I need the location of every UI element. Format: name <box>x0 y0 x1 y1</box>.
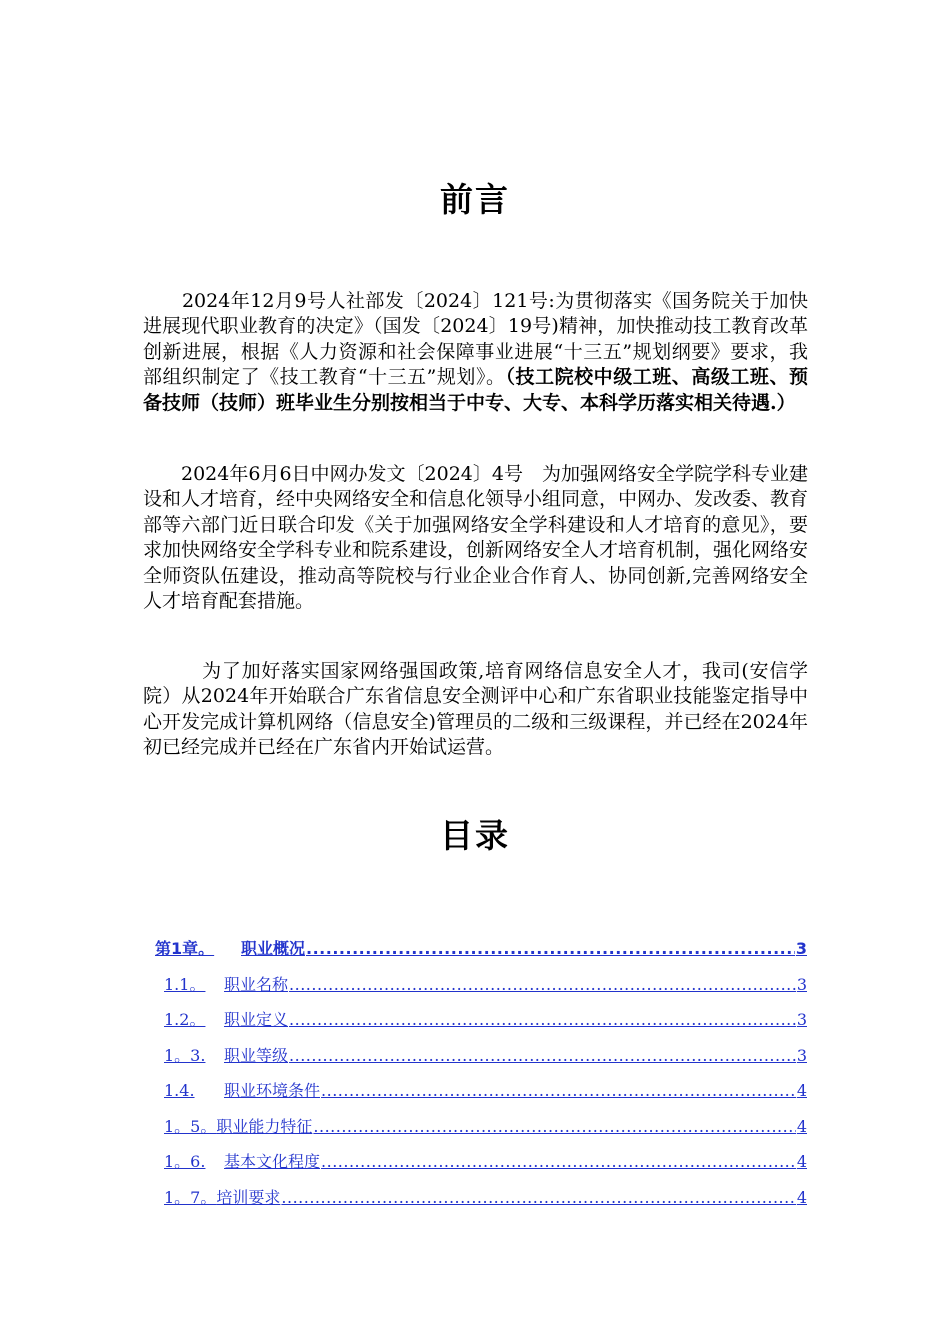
paragraph-1-text: 2024年12月9号人社部发〔2024〕121号:为贯彻落实《国务院关于加快进展现代职业教育的决定》（国发〔2024〕19号)精神，加快推动技工教育改革创新进展，根据《人力资源和社会保障事业进展“十三五”规划纲要》要求，我部组织制定了《技工教育“十三五”规划》。 <box>143 290 808 389</box>
toc-entry-1-6[interactable] <box>155 1151 807 1187</box>
toc-entry-number: 1。3. <box>164 1045 206 1065</box>
toc-entry-1-2[interactable] <box>155 1009 807 1045</box>
toc-entry-page: 3 <box>796 974 807 994</box>
toc-entry-1-3[interactable] <box>155 1045 807 1081</box>
toc-entry-1-1[interactable] <box>155 974 807 1010</box>
toc-entry-title: 职业环境条件 <box>224 1081 321 1100</box>
paragraph-1-bold-text: （技工院校中级工班、高级工班、预备技师（技师）班毕业生分别按相当于中专、大专、本科学历落实相关待遇.） <box>143 366 808 414</box>
toc-entry-1-7[interactable] <box>155 1187 807 1223</box>
preface-paragraph-3 <box>143 659 808 761</box>
toc-leader-dots <box>281 1187 795 1209</box>
toc-entry-number: 第1章。 <box>155 939 215 958</box>
preface-heading: 前言 <box>440 180 510 219</box>
toc-entry-title: 职业能力特征 <box>216 1116 313 1136</box>
toc-entry-title: 职业等级 <box>224 1045 289 1065</box>
toc-leader-dots <box>313 1116 795 1138</box>
toc-heading: 目录 <box>440 816 510 855</box>
toc-entry-number: 1。7。 <box>164 1187 217 1207</box>
toc-entry-number: 1。6. <box>164 1152 206 1171</box>
toc-entry-1-5[interactable] <box>155 1116 807 1152</box>
toc-entry-page: 4 <box>796 1116 807 1136</box>
table-of-contents <box>155 938 807 1222</box>
toc-leader-dots <box>289 1009 796 1031</box>
toc-entry-number: 1.1。 <box>164 974 206 994</box>
preface-paragraph-2 <box>143 462 808 614</box>
preface-paragraph-1 <box>143 289 808 416</box>
toc-leader-dots <box>289 974 796 996</box>
toc-entry-title: 职业名称 <box>224 974 289 994</box>
toc-entry-page: 4 <box>796 1187 807 1207</box>
toc-entry-1-4[interactable] <box>155 1080 807 1116</box>
toc-entry-title: 职业定义 <box>224 1010 289 1029</box>
toc-entry-number: 1。5。 <box>164 1116 217 1136</box>
toc-entry-page: 4 <box>796 1081 807 1100</box>
toc-entry-number: 1.2。 <box>164 1010 206 1029</box>
toc-entry-page: 3 <box>796 1010 807 1029</box>
toc-leader-dots <box>321 1080 796 1102</box>
toc-leader-dots <box>321 1151 796 1173</box>
toc-entry-title: 基本文化程度 <box>224 1152 321 1171</box>
toc-entry-page: 4 <box>796 1152 807 1171</box>
paragraph-3-text: 为了加好落实国家网络强国政策,培育网络信息安全人才，我司(安信学院）从2024年开始联合广东省信息安全测评中心和广东省职业技能鉴定指导中心开发完成计算机网络（信息安全)管理员的二级和三级课程，并已经在2024年初已经完成并已经在广东省内开始试运营。 <box>143 660 808 759</box>
toc-entry-title: 培训要求 <box>216 1187 281 1207</box>
toc-entry-page: 3 <box>796 1045 807 1065</box>
toc-entry-number: 1.4. <box>164 1081 195 1100</box>
toc-entry-title: 职业概况 <box>241 939 306 958</box>
toc-entry-page: 3 <box>795 939 807 958</box>
toc-leader-dots <box>289 1045 796 1067</box>
toc-leader-dots <box>306 938 795 960</box>
toc-entry-chapter-1[interactable] <box>155 938 807 974</box>
paragraph-2-text: 2024年6月6日中网办发文〔2024〕4号 为加强网络安全学院学科专业建设和人才培育，经中央网络安全和信息化领导小组同意，中网办、发改委、教育部等六部门近日联合印发《关于加强网络安全学科建设和人才培育的意见》，要求加快网络安全学科专业和院系建设，创新网络安全人才培育机制，强化网络安全师资队伍建设，推动高等院校与行业企业合作育人、协同创新,完善网络安全人才培育配套措施。 <box>143 463 809 613</box>
